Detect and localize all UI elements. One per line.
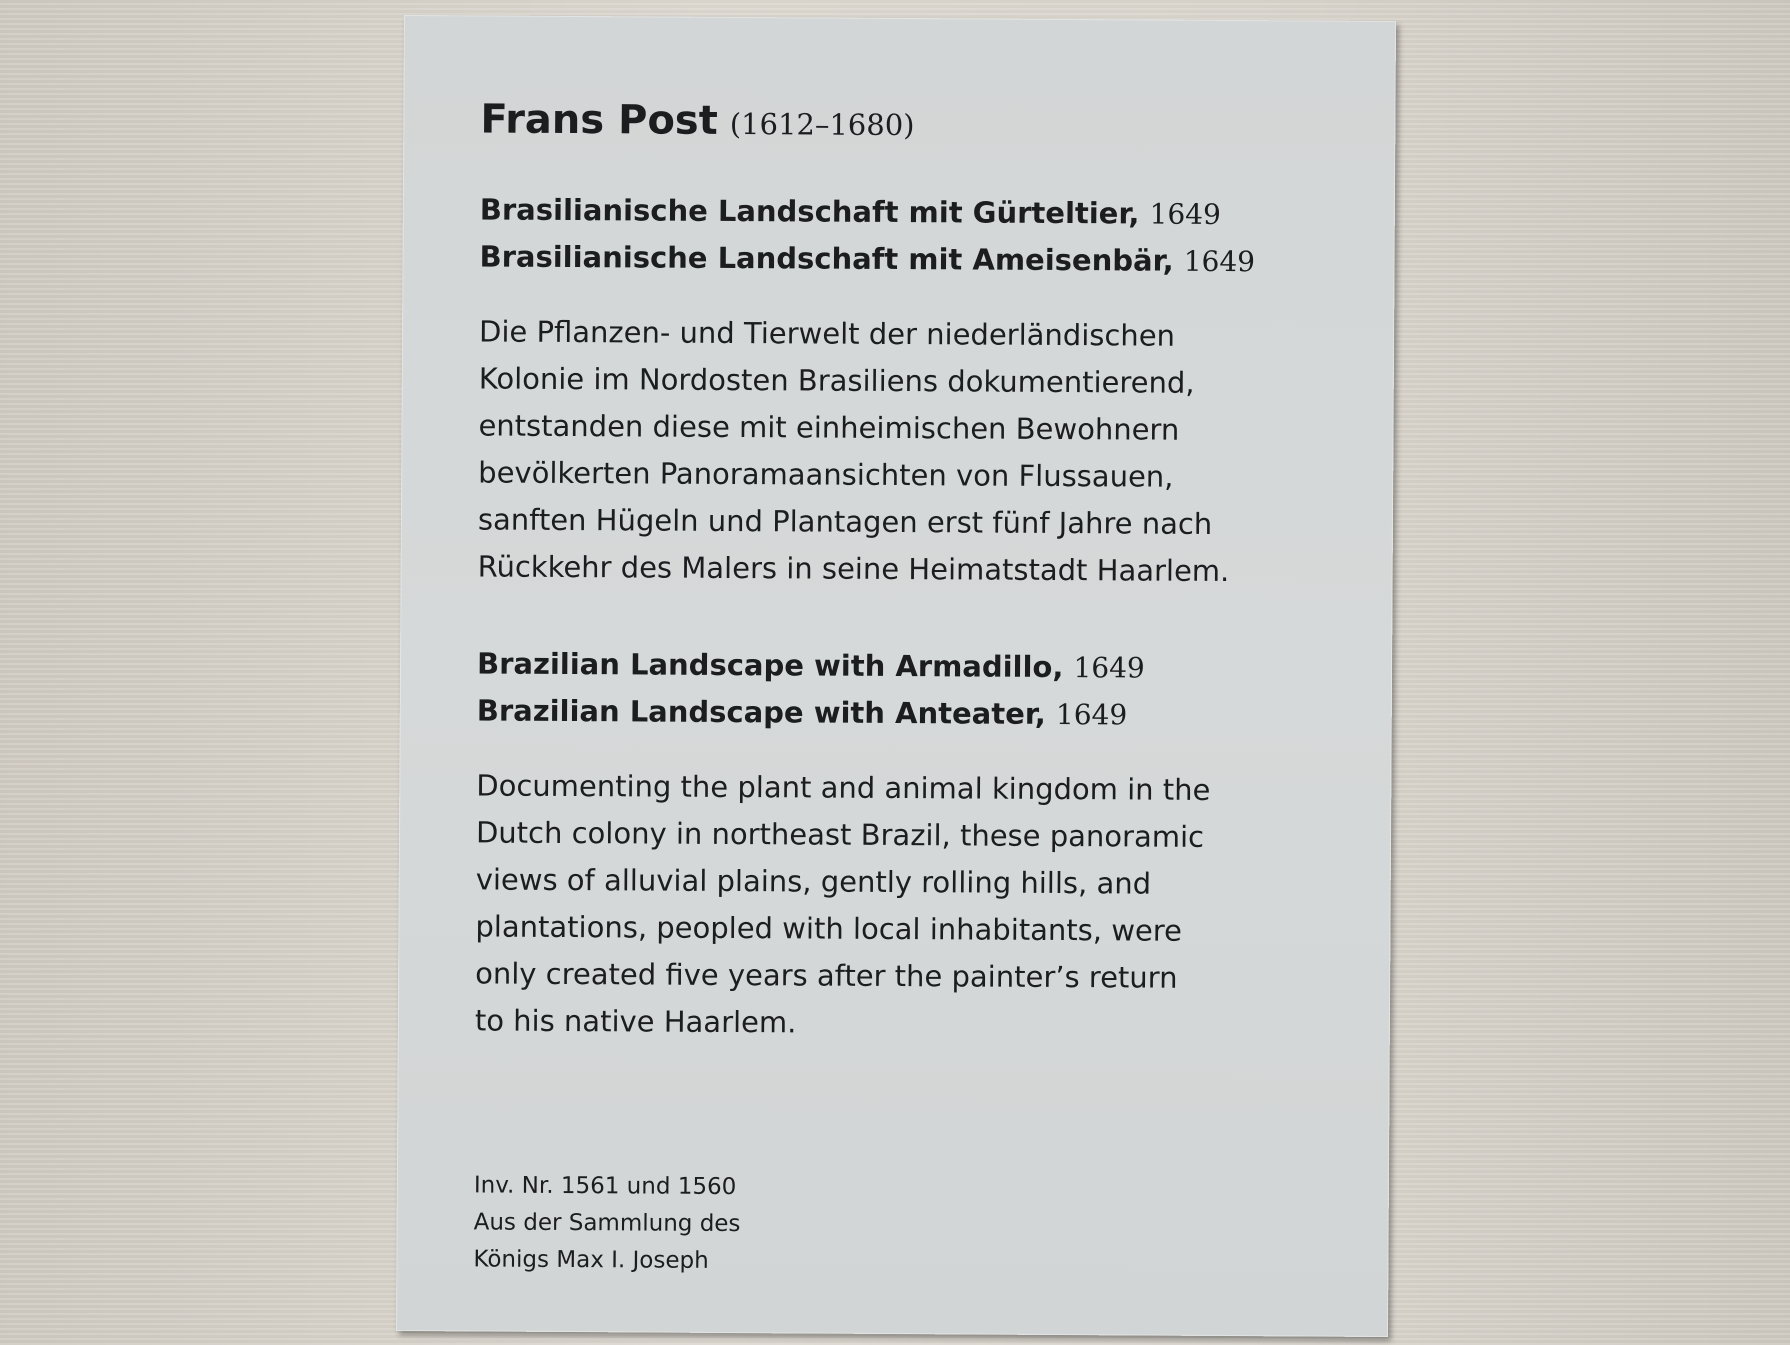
- label-content: [474, 95, 1360, 1099]
- artist-dates: (1612–1680): [729, 106, 915, 143]
- english-description-line: plantations, peopled with local inhabitants, were: [475, 909, 1183, 948]
- english-description-line: Dutch colony in northeast Brazil, these panoramic: [475, 815, 1205, 854]
- english-description: [475, 762, 1357, 1049]
- german-description-line: Die Pflanzen- und Tierwelt der niederländischen: [478, 314, 1176, 353]
- english-title-2-year: 1649: [1055, 697, 1128, 732]
- english-description-line: Documenting the plant and animal kingdom in the: [476, 768, 1211, 807]
- english-title-1: [477, 640, 1357, 692]
- inventory-line: Königs Max I. Joseph: [473, 1246, 709, 1274]
- english-title-2: [477, 687, 1357, 739]
- german-title-1-text: Brasilianische Landschaft mit Gürteltier,: [479, 192, 1140, 231]
- german-description-line: sanften Hügeln und Plantagen erst fünf Jahre nach: [477, 502, 1213, 541]
- inventory-info: [473, 1167, 741, 1280]
- german-title-1: [480, 186, 1360, 238]
- museum-label-placard: [396, 15, 1396, 1337]
- german-description: [478, 308, 1360, 595]
- german-title-1-year: 1649: [1149, 197, 1221, 231]
- inventory-line: Aus der Sammlung des: [473, 1209, 741, 1238]
- english-title-1-year: 1649: [1073, 651, 1145, 685]
- german-description-line: Rückkehr des Malers in seine Heimatstadt Haarlem.: [477, 549, 1230, 589]
- english-title-2-text: Brazilian Landscape with Anteater,: [476, 693, 1046, 731]
- inventory-line: Inv. Nr. 1561 und 1560: [473, 1172, 737, 1201]
- artist-heading: [480, 95, 1360, 151]
- english-description-line: only created five years after the painter’s return: [475, 956, 1178, 995]
- english-titles: [477, 640, 1358, 739]
- german-titles: [479, 186, 1360, 285]
- english-description-line: views of alluvial plains, gently rolling hills, and: [475, 862, 1152, 901]
- german-description-line: entstanden diese mit einheimischen Bewohnern: [478, 408, 1180, 447]
- german-description-line: bevölkerten Panoramaansichten von Flussauen,: [478, 455, 1174, 494]
- german-title-2: [479, 233, 1359, 285]
- german-description-line: Kolonie im Nordosten Brasiliens dokumentierend,: [478, 361, 1195, 400]
- german-title-2-year: 1649: [1183, 244, 1256, 279]
- german-title-2-text: Brasilianische Landschaft mit Ameisenbär,: [479, 239, 1174, 278]
- artist-name: Frans Post: [480, 96, 718, 144]
- english-description-line: to his native Haarlem.: [474, 1003, 797, 1040]
- english-title-1-text: Brazilian Landscape with Armadillo,: [476, 646, 1064, 685]
